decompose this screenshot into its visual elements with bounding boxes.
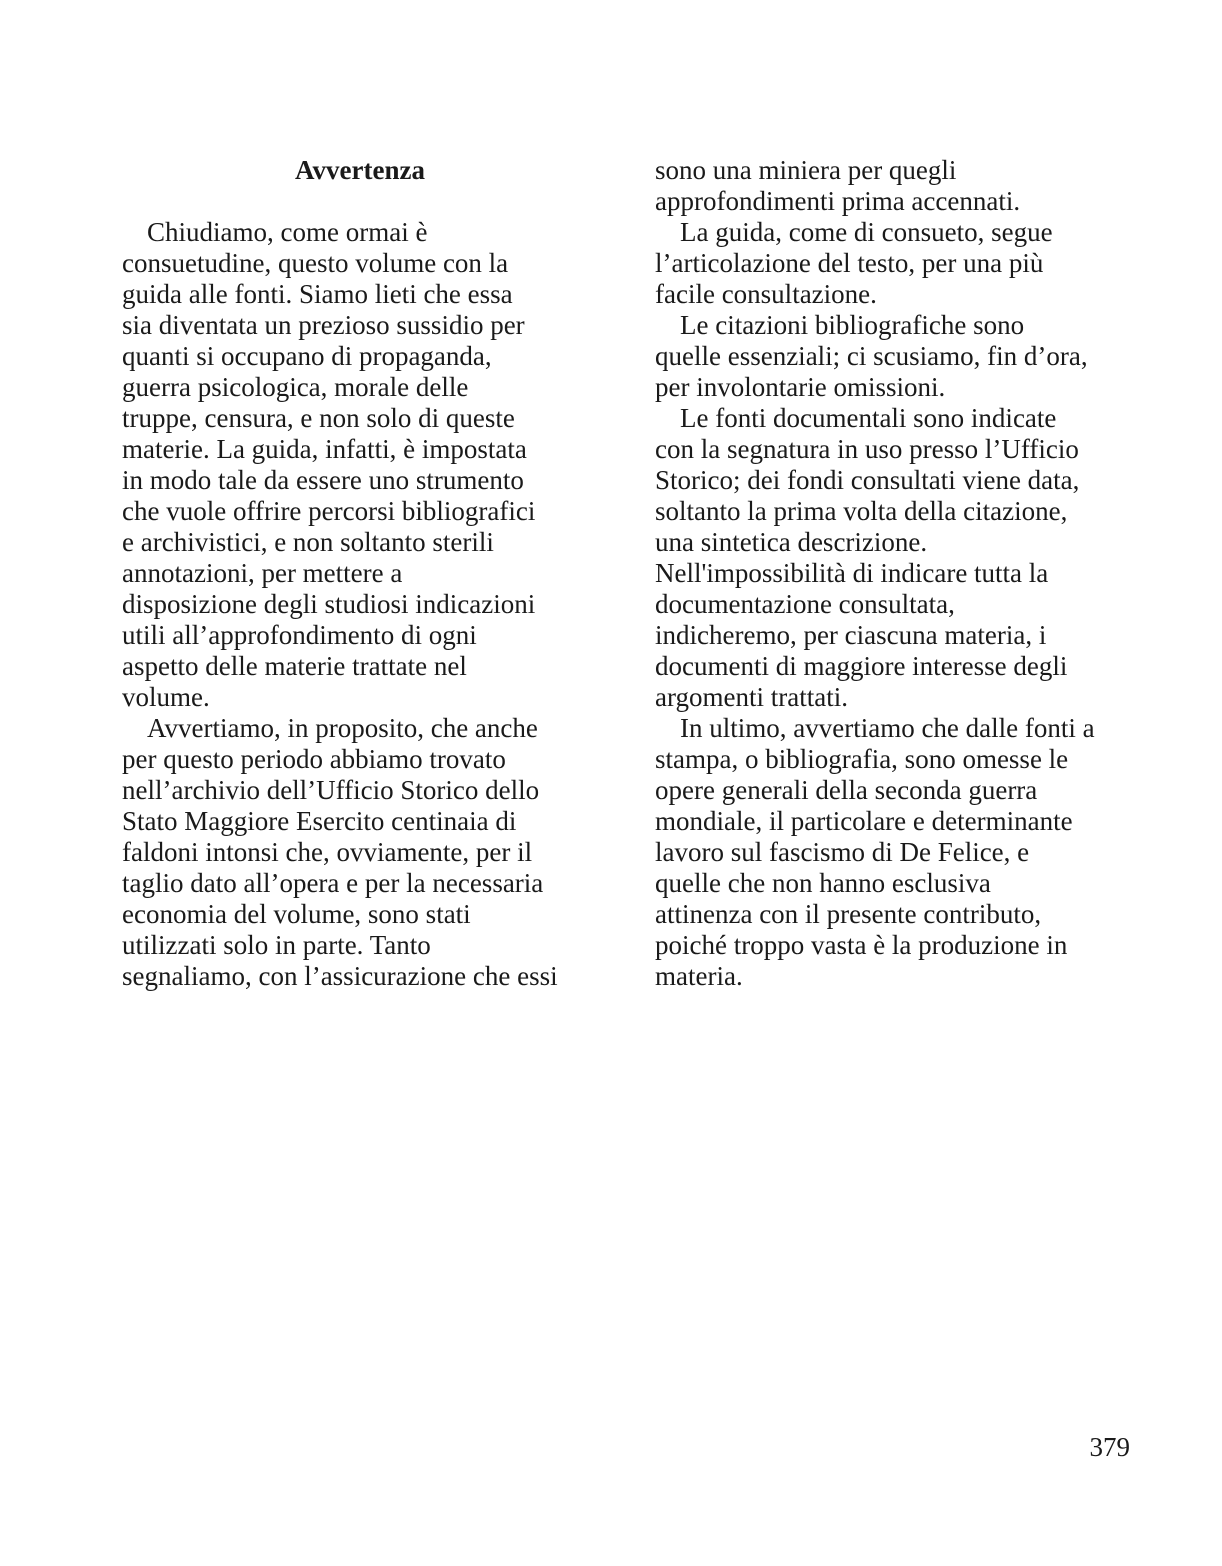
text-line: Le fonti documentali sono indicate xyxy=(680,403,1057,433)
text-line: lavoro sul fascismo di De Felice, e xyxy=(655,837,1030,867)
text-line: sono una miniera per quegli xyxy=(655,155,957,185)
left-column xyxy=(122,155,598,992)
text-line: che vuole offrire percorsi bibliografici xyxy=(122,496,536,526)
left-column-text xyxy=(122,217,598,992)
text-line: economia del volume, sono stati xyxy=(122,899,471,929)
text-line: Storico; dei fondi consultati viene data, xyxy=(655,465,1080,495)
text-line: disposizione degli studiosi indicazioni xyxy=(122,589,536,619)
text-line: volume. xyxy=(122,682,210,712)
text-line: annotazioni, per mettere a xyxy=(122,558,403,588)
text-line: stampa, o bibliografia, sono omesse le xyxy=(655,744,1069,774)
text-line: attinenza con il presente contributo, xyxy=(655,899,1042,929)
text-line: per questo periodo abbiamo trovato xyxy=(122,744,506,774)
text-line: indicheremo, per ciascuna materia, i xyxy=(655,620,1047,650)
text-line: La guida, come di consueto, segue xyxy=(680,217,1053,247)
text-line: Nell'impossibilità di indicare tutta la xyxy=(655,558,1049,588)
text-line: una sintetica descrizione. xyxy=(655,527,928,557)
text-line: approfondimenti prima accennati. xyxy=(655,186,1021,216)
text-line: segnaliamo, con l’assicurazione che essi xyxy=(122,961,558,991)
page-title: Avvertenza xyxy=(295,155,425,185)
text-line: nell’archivio dell’Ufficio Storico dello xyxy=(122,775,540,805)
text-line: sia diventata un prezioso sussidio per xyxy=(122,310,525,340)
text-line: mondiale, il particolare e determinante xyxy=(655,806,1073,836)
page-number: 379 xyxy=(1089,1432,1130,1462)
text-line: Stato Maggiore Esercito centinaia di xyxy=(122,806,517,836)
text-line: guida alle fonti. Siamo lieti che essa xyxy=(122,279,513,309)
text-line: aspetto delle materie trattate nel xyxy=(122,651,467,681)
text-line: documenti di maggiore interesse degli xyxy=(655,651,1068,681)
text-line: faldoni intonsi che, ovviamente, per il xyxy=(122,837,533,867)
right-column-text xyxy=(655,155,1133,992)
text-line: opere generali della seconda guerra xyxy=(655,775,1038,805)
right-column xyxy=(655,155,1133,992)
text-line: Le citazioni bibliografiche sono xyxy=(680,310,1025,340)
text-line: In ultimo, avvertiamo che dalle fonti a xyxy=(680,713,1095,743)
text-line: e archivistici, e non soltanto sterili xyxy=(122,527,494,557)
text-line: l’articolazione del testo, per una più xyxy=(655,248,1044,278)
text-line: utili all’approfondimento di ogni xyxy=(122,620,477,650)
text-line: Avvertiamo, in proposito, che anche xyxy=(147,713,538,743)
text-line: consuetudine, questo volume con la xyxy=(122,248,509,278)
text-line: utilizzati solo in parte. Tanto xyxy=(122,930,431,960)
text-line: facile consultazione. xyxy=(655,279,877,309)
text-line: materia. xyxy=(655,961,743,991)
text-line: argomenti trattati. xyxy=(655,682,848,712)
text-line: quanti si occupano di propaganda, xyxy=(122,341,492,371)
text-line: guerra psicologica, morale delle xyxy=(122,372,469,402)
text-line: quelle che non hanno esclusiva xyxy=(655,868,991,898)
text-line: documentazione consultata, xyxy=(655,589,955,619)
text-line: truppe, censura, e non solo di queste xyxy=(122,403,515,433)
text-line: con la segnatura in uso presso l’Ufficio xyxy=(655,434,1079,464)
text-line: materie. La guida, infatti, è impostata xyxy=(122,434,527,464)
text-line: quelle essenziali; ci scusiamo, fin d’ora, xyxy=(655,341,1088,371)
text-line: per involontarie omissioni. xyxy=(655,372,946,402)
text-line: poiché troppo vasta è la produzione in xyxy=(655,930,1068,960)
text-line: Chiudiamo, come ormai è xyxy=(147,217,428,247)
text-line: taglio dato all’opera e per la necessaria xyxy=(122,868,544,898)
text-line: soltanto la prima volta della citazione, xyxy=(655,496,1068,526)
text-line: in modo tale da essere uno strumento xyxy=(122,465,524,495)
